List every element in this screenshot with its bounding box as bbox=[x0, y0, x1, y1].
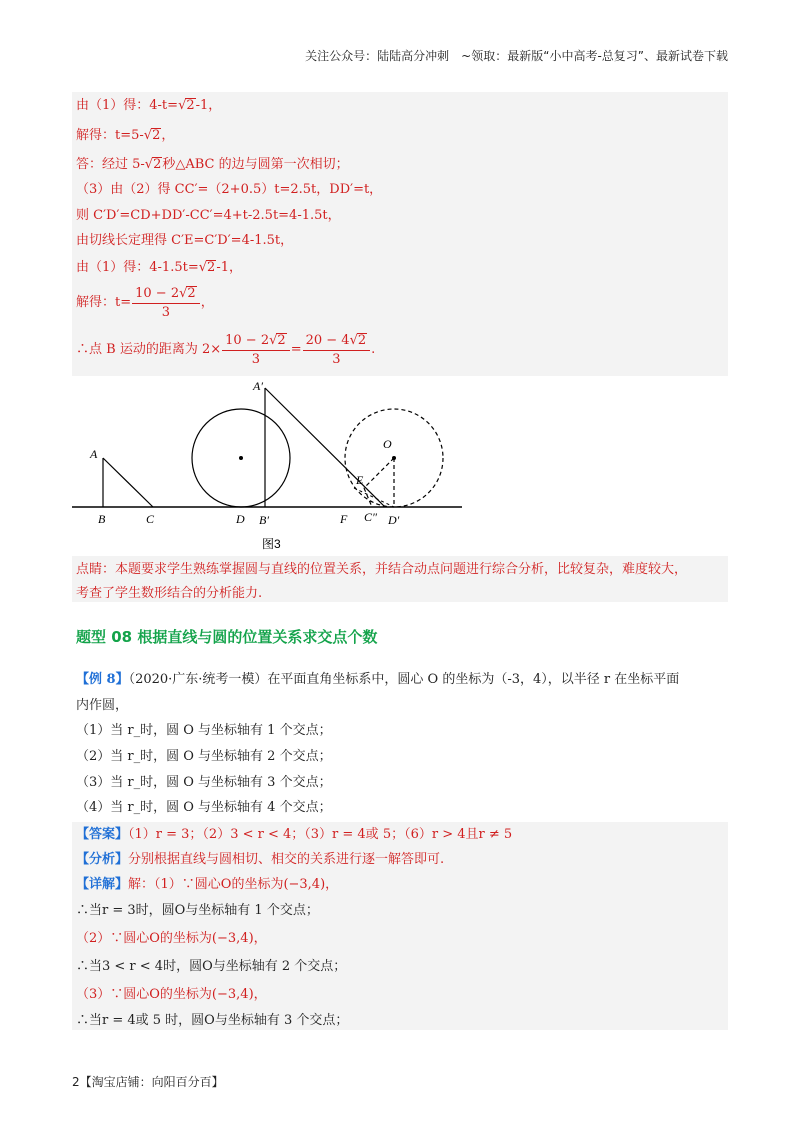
radicand: 2 bbox=[187, 286, 196, 301]
answer-text: （1）r = 3；（2）3 < r < 4；（3）r = 4或 5；（6）r > 4且r ≠ 5 bbox=[128, 827, 513, 842]
fraction: $\frac{20 - 4√2}{3}$ bbox=[303, 333, 371, 366]
question-2: （2）当 r_时，圆 O 与坐标轴有 2 个交点； bbox=[76, 749, 332, 764]
fraction: $\frac{10 - 2√2}{3}$ bbox=[222, 333, 290, 366]
label-f: F bbox=[340, 512, 348, 526]
numerator: 20 − 4 bbox=[305, 333, 350, 348]
comment-line-2: 考查了学生数形结合的分析能力. bbox=[76, 586, 263, 601]
page-footer: 2【淘宝店铺：向阳百分百】 bbox=[72, 1075, 224, 1089]
text: 解得：t= bbox=[76, 295, 132, 311]
question-3: （3）当 r_时，圆 O 与坐标轴有 3 个交点； bbox=[76, 775, 332, 790]
radicand: 2 bbox=[357, 333, 367, 348]
text: -1， bbox=[195, 98, 222, 113]
example-tag: 【例 8】 bbox=[76, 672, 129, 687]
equals: = bbox=[290, 342, 302, 358]
denominator: 3 bbox=[161, 305, 171, 321]
radicand: 2 bbox=[186, 98, 195, 113]
question-4: （4）当 r_时，圆 O 与坐标轴有 4 个交点； bbox=[76, 800, 332, 815]
text: ， bbox=[161, 128, 175, 143]
figure-caption: 图3 bbox=[262, 537, 281, 551]
question-1: （1）当 r_时，圆 O 与坐标轴有 1 个交点； bbox=[76, 723, 332, 738]
solution-line-6: 由切线长定理得 C′E=C′D′=4-1.5t， bbox=[76, 233, 294, 248]
label-a: A bbox=[90, 447, 98, 461]
label-dp: D′ bbox=[388, 513, 400, 527]
solution-line-8 bbox=[76, 286, 214, 319]
answer-line bbox=[76, 828, 512, 841]
solution-line-7: 由（1）得：4-1.5t=√2-1， bbox=[76, 260, 242, 275]
detail-line-5: （3）∵圆心O的坐标为(−3,4)， bbox=[76, 987, 267, 1002]
section-title: 题型 08 根据直线与圆的位置关系求交点个数 bbox=[76, 628, 378, 646]
solution-line-2: 解得：t=5-√2， bbox=[76, 128, 175, 143]
label-ap: A′ bbox=[253, 379, 263, 393]
label-e: E bbox=[356, 473, 364, 487]
detail-tag: 【详解】 bbox=[76, 877, 129, 892]
solution-line-5: 则 C′D′=CD+DD′-CC′=4+t-2.5t=4-1.5t， bbox=[76, 208, 341, 223]
detail-line-2: ∴当r = 3时，圆O与坐标轴有 1 个交点； bbox=[76, 903, 319, 918]
text: 解得：t=5- bbox=[76, 128, 144, 143]
text: ， bbox=[200, 295, 214, 311]
label-cpp: C″ bbox=[364, 510, 378, 524]
text: ∴点 B 运动的距离为 2× bbox=[76, 342, 222, 358]
label-c: C bbox=[146, 512, 155, 526]
text: 由（1）得：4-t= bbox=[76, 98, 179, 113]
solution-line-4: （3）由（2）得 CC′=（2+0.5）t=2.5t，DD′=t， bbox=[76, 182, 383, 197]
detail-line-4: ∴当3 < r < 4时，圆O与坐标轴有 2 个交点； bbox=[76, 959, 347, 974]
detail-line-6: ∴当r = 4或 5 时，圆O与坐标轴有 3 个交点； bbox=[76, 1013, 349, 1028]
radicand: 2 bbox=[152, 128, 161, 143]
solution-line-1: 由（1）得：4-t=√2-1， bbox=[76, 98, 222, 113]
analysis-text: 分别根据直线与圆相切、相交的关系进行逐一解答即可. bbox=[128, 852, 445, 867]
label-d: D bbox=[236, 512, 245, 526]
text: . bbox=[371, 342, 376, 358]
example-line-2: 内作圆， bbox=[76, 698, 129, 713]
numerator: 10 − 2 bbox=[135, 286, 180, 301]
radicand: 2 bbox=[277, 333, 286, 348]
detail-text: 解：（1）∵圆心O的坐标为(−3,4)， bbox=[128, 877, 339, 892]
denominator: 3 bbox=[251, 352, 261, 368]
label-b: B bbox=[98, 512, 106, 526]
geometry-figure bbox=[72, 378, 464, 554]
numerator: 10 − 2 bbox=[225, 333, 270, 348]
denominator: 3 bbox=[332, 352, 341, 368]
detail-line-3: （2）∵圆心O的坐标为(−3,4)， bbox=[76, 931, 267, 946]
page-header: 关注公众号：陆陆高分冲刺 ~领取：最新版“小中高考-总复习”、最新试卷下载 bbox=[305, 49, 728, 63]
circle-1-center bbox=[239, 456, 243, 460]
solution-line-9 bbox=[76, 333, 375, 366]
detail-line-1 bbox=[76, 878, 338, 891]
text: 由（1）得：4-1.5t= bbox=[76, 260, 199, 275]
analysis-line bbox=[76, 853, 444, 866]
label-o: O bbox=[383, 437, 392, 451]
label-bp: B′ bbox=[259, 513, 269, 527]
radicand: 2 bbox=[207, 260, 216, 275]
example-line-1 bbox=[76, 673, 679, 686]
fraction: $\frac{10 - 2√2}{3}$ bbox=[132, 286, 200, 319]
answer-tag: 【答案】 bbox=[76, 827, 129, 842]
radicand: 2 bbox=[153, 157, 162, 172]
example-text: （2020·广东·统考一模）在平面直角坐标系中，圆心 O 的坐标为（-3，4），以半径 r 在坐标平面 bbox=[128, 672, 680, 687]
solution-line-3: 答：经过 5-√2秒△ABC 的边与圆第一次相切； bbox=[76, 157, 349, 172]
comment-line-1: 点睛：本题要求学生熟练掌握圆与直线的位置关系，并结合动点问题进行综合分析，比较复杂，难度较大， bbox=[76, 562, 688, 577]
text: -1， bbox=[216, 260, 242, 275]
text: 答：经过 5- bbox=[76, 157, 145, 172]
text: 秒△ABC 的边与圆第一次相切； bbox=[162, 157, 349, 172]
analysis-tag: 【分析】 bbox=[76, 852, 129, 867]
